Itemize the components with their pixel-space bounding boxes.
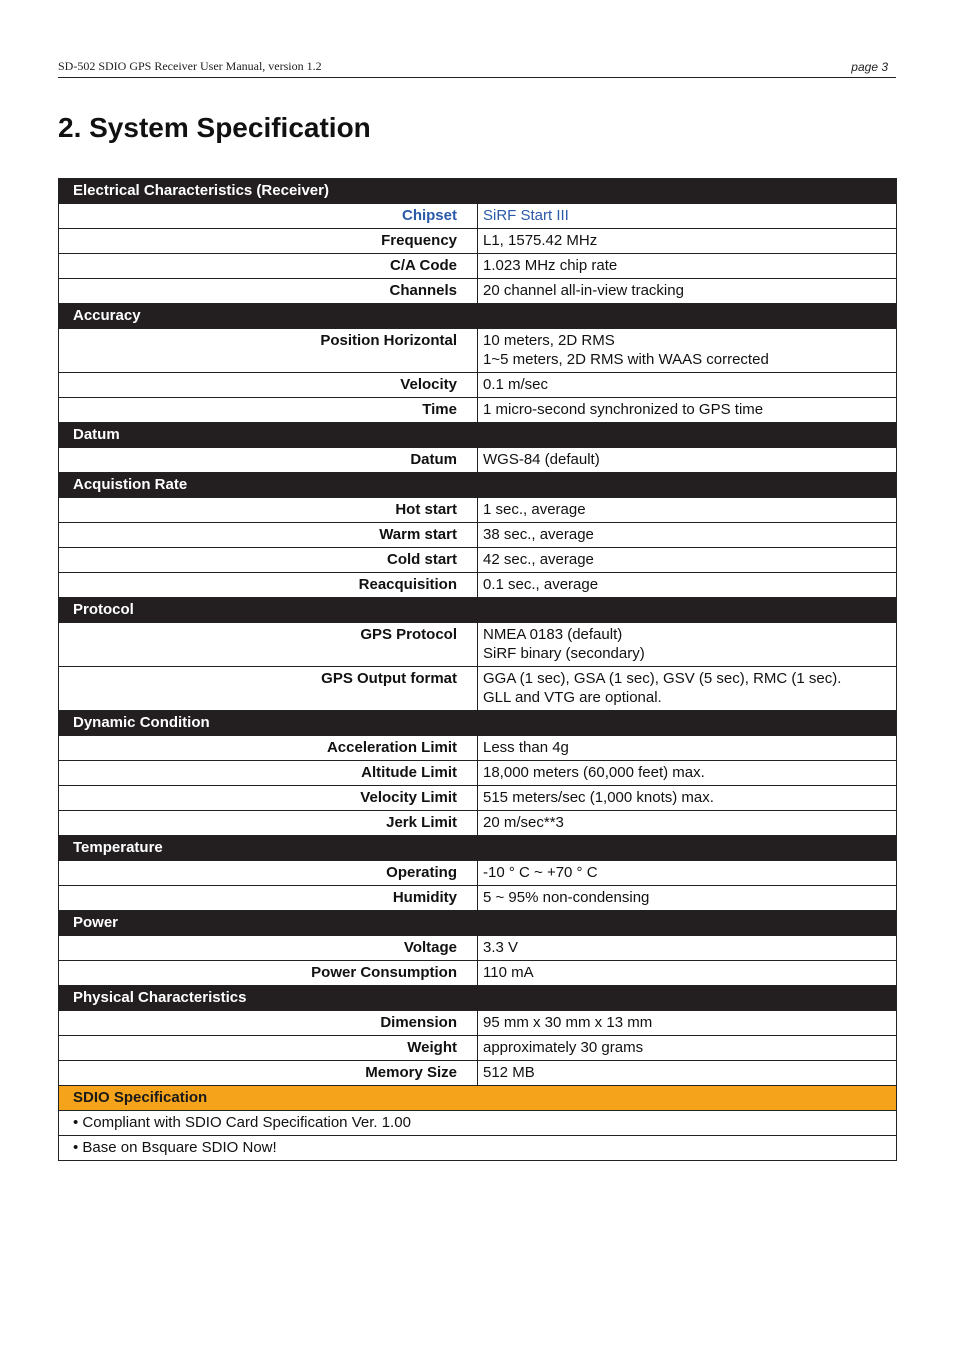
spec-label: GPS Protocol [59,623,478,667]
spec-value: 1.023 MHz chip rate [478,254,897,279]
spec-label: Channels [59,279,478,304]
table-row [59,761,897,786]
spec-label: Position Horizontal [59,329,478,373]
table-row [59,329,897,373]
section-header-row [59,304,897,329]
spec-value: 5 ~ 95% non-condensing [478,886,897,911]
page-number: page 3 [851,60,888,74]
section-title-sdio: SDIO Specification [59,1086,897,1111]
spec-value: 512 MB [478,1061,897,1086]
spec-label: Jerk Limit [59,811,478,836]
spec-label: Velocity [59,373,478,398]
sdio-bullet-item: • Base on Bsquare SDIO Now! [59,1136,897,1161]
section-title-acquisition: Acquistion Rate [59,473,897,498]
spec-label: Operating [59,861,478,886]
table-row [59,736,897,761]
section-title-dynamic: Dynamic Condition [59,711,897,736]
document-title: SD-502 SDIO GPS Receiver User Manual, version 1.2 [58,59,322,73]
section-title-protocol: Protocol [59,598,897,623]
spec-value: 1 sec., average [478,498,897,523]
spec-label: Hot start [59,498,478,523]
spec-value: 18,000 meters (60,000 feet) max. [478,761,897,786]
section-title-temperature: Temperature [59,836,897,861]
spec-value-line: NMEA 0183 (default) [483,626,623,643]
spec-value [478,667,897,711]
spec-label: Acceleration Limit [59,736,478,761]
table-row [59,1036,897,1061]
table-row [59,786,897,811]
spec-label: Velocity Limit [59,786,478,811]
table-row [59,861,897,886]
section-title-accuracy: Accuracy [59,304,897,329]
page-title: 2. System Specification [58,112,371,143]
specification-table [58,178,897,1161]
spec-value: 515 meters/sec (1,000 knots) max. [478,786,897,811]
section-title-physical: Physical Characteristics [59,986,897,1011]
table-row [59,1111,897,1136]
spec-value: L1, 1575.42 MHz [478,229,897,254]
spec-value: 95 mm x 30 mm x 13 mm [478,1011,897,1036]
section-header-row [59,911,897,936]
table-row [59,279,897,304]
spec-value: 38 sec., average [478,523,897,548]
spec-value: 42 sec., average [478,548,897,573]
spec-value: 1 micro-second synchronized to GPS time [478,398,897,423]
spec-value: 0.1 sec., average [478,573,897,598]
spec-label: Memory Size [59,1061,478,1086]
table-row [59,936,897,961]
table-row [59,667,897,711]
spec-value: -10 ° C ~ +70 ° C [478,861,897,886]
table-row [59,373,897,398]
spec-label: Dimension [59,1011,478,1036]
section-header-row [59,423,897,448]
spec-value-line: GGA (1 sec), GSA (1 sec), GSV (5 sec), RMC (1 sec). [483,670,842,687]
table-row [59,961,897,986]
table-row [59,886,897,911]
spec-label: Datum [59,448,478,473]
section-header-row [59,179,897,204]
spec-value [478,329,897,373]
spec-value [478,623,897,667]
table-row [59,523,897,548]
table-row [59,204,897,229]
table-row [59,498,897,523]
table-row [59,448,897,473]
table-row [59,1136,897,1161]
section-header-row [59,1086,897,1111]
spec-value: Less than 4g [478,736,897,761]
table-row [59,811,897,836]
table-row [59,229,897,254]
spec-value: 3.3 V [478,936,897,961]
spec-label: Humidity [59,886,478,911]
spec-label: Power Consumption [59,961,478,986]
table-row [59,254,897,279]
spec-value: SiRF Start III [478,204,897,229]
spec-value: 110 mA [478,961,897,986]
section-title-datum: Datum [59,423,897,448]
spec-value-line: SiRF binary (secondary) [483,645,645,662]
spec-label: Reacquisition [59,573,478,598]
spec-value: WGS-84 (default) [478,448,897,473]
spec-label: C/A Code [59,254,478,279]
table-row [59,1011,897,1036]
spec-label: Chipset [59,204,478,229]
section-header-row [59,836,897,861]
spec-value: 20 m/sec**3 [478,811,897,836]
section-header-row [59,711,897,736]
section-header-row [59,473,897,498]
spec-label: Cold start [59,548,478,573]
spec-value-line: GLL and VTG are optional. [483,689,662,706]
table-row [59,573,897,598]
table-row [59,623,897,667]
spec-label: GPS Output format [59,667,478,711]
spec-value: approximately 30 grams [478,1036,897,1061]
section-header-row [59,598,897,623]
table-row [59,548,897,573]
spec-label: Altitude Limit [59,761,478,786]
spec-value-line: 10 meters, 2D RMS [483,332,615,349]
spec-label: Voltage [59,936,478,961]
spec-label: Weight [59,1036,478,1061]
spec-label: Warm start [59,523,478,548]
spec-value: 20 channel all-in-view tracking [478,279,897,304]
spec-value: 0.1 m/sec [478,373,897,398]
spec-label: Frequency [59,229,478,254]
table-row [59,1061,897,1086]
spec-value-line: 1~5 meters, 2D RMS with WAAS corrected [483,351,769,368]
section-header-row [59,986,897,1011]
section-title-power: Power [59,911,897,936]
page-header [58,58,896,78]
section-title-electrical: Electrical Characteristics (Receiver) [59,179,897,204]
table-row [59,398,897,423]
sdio-bullet-item: • Compliant with SDIO Card Specification Ver. 1.00 [59,1111,897,1136]
spec-label: Time [59,398,478,423]
